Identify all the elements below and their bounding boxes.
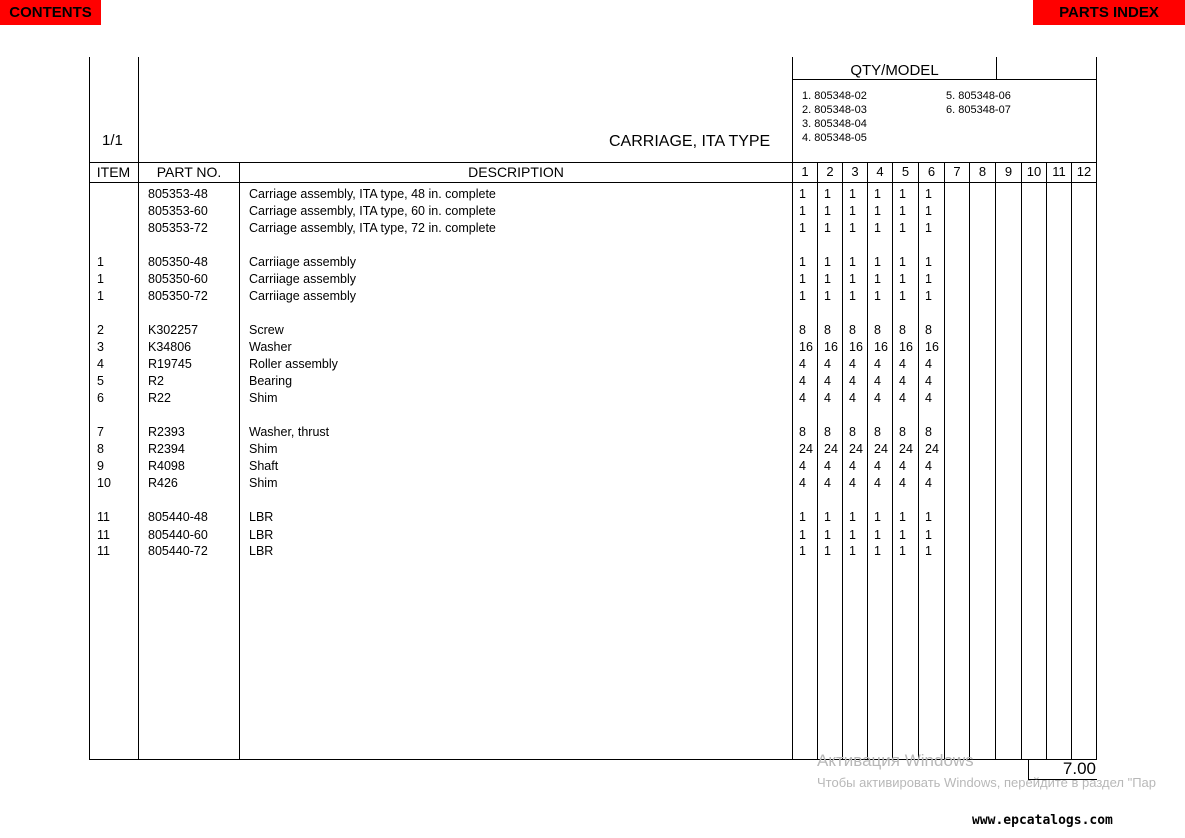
qty-value: 1 <box>874 289 881 303</box>
qty-value: 1 <box>925 544 932 558</box>
parts-index-button[interactable]: PARTS INDEX <box>1033 0 1185 25</box>
part-description: LBR <box>249 510 274 524</box>
model-entry: 5. 805348-06 <box>946 90 1011 102</box>
qty-value: 1 <box>874 204 881 218</box>
qty-value: 1 <box>799 204 806 218</box>
table-row <box>0 322 1185 339</box>
item-number: 7 <box>97 425 104 439</box>
model-entry: 2. 805348-03 <box>802 104 867 116</box>
qty-value: 16 <box>899 340 913 354</box>
qty-value: 4 <box>925 374 932 388</box>
part-description: Screw <box>249 323 284 337</box>
qty-value: 1 <box>824 204 831 218</box>
col-qty-header: 5 <box>901 164 910 179</box>
qty-value: 4 <box>824 459 831 473</box>
qty-value: 4 <box>824 374 831 388</box>
page-title: CARRIAGE, ITA TYPE <box>609 133 771 150</box>
model-list-left <box>802 89 867 145</box>
qty-value: 4 <box>799 357 806 371</box>
part-description: LBR <box>249 544 274 558</box>
qty-value: 1 <box>799 221 806 235</box>
qty-value: 1 <box>799 187 806 201</box>
site-watermark: www.epcatalogs.com <box>972 813 1113 828</box>
qty-value: 1 <box>799 528 806 542</box>
model-entry: 6. 805348-07 <box>946 104 1011 116</box>
qty-value: 8 <box>799 425 806 439</box>
part-description: Carriiage assembly <box>249 255 356 269</box>
col-qty-header: 10 <box>1026 164 1042 179</box>
qty-value: 8 <box>925 425 932 439</box>
qty-value: 8 <box>824 323 831 337</box>
part-description: Shim <box>249 391 278 405</box>
item-number: 5 <box>97 374 104 388</box>
qty-value: 1 <box>849 272 856 286</box>
qty-value: 4 <box>874 357 881 371</box>
col-qty-header: 7 <box>953 164 961 179</box>
qty-value: 4 <box>849 357 856 371</box>
contents-button[interactable]: CONTENTS <box>0 0 101 25</box>
qty-value: 4 <box>899 476 906 490</box>
part-number: 805440-60 <box>148 528 208 542</box>
item-number: 2 <box>97 323 104 337</box>
part-description: Carriage assembly, ITA type, 48 in. complete <box>249 187 496 201</box>
qty-value: 1 <box>824 510 831 524</box>
qty-value: 1 <box>899 255 906 269</box>
part-number: 805440-72 <box>148 544 208 558</box>
part-number: R19745 <box>148 357 192 371</box>
qty-value: 4 <box>925 391 932 405</box>
qty-value: 16 <box>824 340 838 354</box>
qty-value: 1 <box>874 272 881 286</box>
qty-value: 1 <box>925 289 932 303</box>
qty-value: 4 <box>849 391 856 405</box>
qty-value: 24 <box>874 442 888 456</box>
table-row <box>0 356 1185 373</box>
qty-value: 24 <box>849 442 863 456</box>
part-description: Carriiage assembly <box>249 289 356 303</box>
table-row <box>0 288 1185 305</box>
qty-value: 1 <box>925 204 932 218</box>
qty-value: 1 <box>849 187 856 201</box>
qty-value: 24 <box>799 442 813 456</box>
col-qty-header: 11 <box>1052 164 1066 179</box>
qty-value: 24 <box>824 442 838 456</box>
item-number: 4 <box>97 357 104 371</box>
part-number: R2393 <box>148 425 185 439</box>
qty-value: 1 <box>799 255 806 269</box>
qty-value: 1 <box>925 528 932 542</box>
qty-value: 8 <box>824 425 831 439</box>
item-number: 11 <box>97 544 110 558</box>
qty-value: 16 <box>799 340 813 354</box>
qty-value: 4 <box>925 357 932 371</box>
part-number: R426 <box>148 476 178 490</box>
table-row <box>0 254 1185 271</box>
qty-value: 1 <box>849 544 856 558</box>
qty-value: 1 <box>849 204 856 218</box>
part-number: R4098 <box>148 459 185 473</box>
qty-value: 4 <box>824 391 831 405</box>
part-description: Roller assembly <box>249 357 338 371</box>
model-list-right <box>946 89 1011 117</box>
qty-value: 1 <box>799 510 806 524</box>
qty-value: 1 <box>849 528 856 542</box>
part-description: Shim <box>249 476 278 490</box>
qty-value: 1 <box>799 544 806 558</box>
qty-value: 4 <box>874 459 881 473</box>
part-number: 805350-48 <box>148 255 208 269</box>
qty-value: 8 <box>849 323 856 337</box>
qty-value: 1 <box>874 528 881 542</box>
table-row <box>0 373 1185 390</box>
col-qty-header: 8 <box>978 164 987 179</box>
qty-value: 4 <box>925 459 932 473</box>
part-number: 805350-72 <box>148 289 208 303</box>
table-row <box>0 203 1185 220</box>
qty-value: 1 <box>824 187 831 201</box>
part-description: Washer <box>249 340 292 354</box>
qty-value: 1 <box>925 187 932 201</box>
qty-value: 4 <box>849 374 856 388</box>
qty-value: 1 <box>849 510 856 524</box>
qty-value: 1 <box>925 221 932 235</box>
col-part-header: PART NO. <box>156 164 222 180</box>
qty-value: 4 <box>824 476 831 490</box>
qty-value: 1 <box>874 255 881 269</box>
col-qty-header: 6 <box>927 164 936 179</box>
part-description: Washer, thrust <box>249 425 330 439</box>
table-row <box>0 186 1185 203</box>
qty-value: 1 <box>925 272 932 286</box>
part-description: Bearing <box>249 374 293 388</box>
activation-watermark-title: Активация Windows <box>817 751 974 770</box>
qty-value: 1 <box>799 272 806 286</box>
qty-value: 4 <box>799 391 806 405</box>
model-entry: 4. 805348-05 <box>802 132 867 144</box>
qty-value: 4 <box>849 459 856 473</box>
qty-value: 1 <box>874 510 881 524</box>
qty-value: 4 <box>874 391 881 405</box>
qty-value: 4 <box>899 357 906 371</box>
table-row <box>0 339 1185 356</box>
part-number: 805353-72 <box>148 221 208 235</box>
table-row <box>0 475 1185 492</box>
col-qty-header: 12 <box>1076 164 1092 179</box>
qty-value: 1 <box>849 289 856 303</box>
qty-value: 1 <box>799 289 806 303</box>
item-number: 6 <box>97 391 104 405</box>
part-number: K34806 <box>148 340 192 354</box>
qty-value: 1 <box>925 510 932 524</box>
qty-value: 1 <box>849 255 856 269</box>
part-description: LBR <box>249 528 274 542</box>
table-row <box>0 527 1185 544</box>
qty-value: 1 <box>849 221 856 235</box>
table-row <box>0 220 1185 237</box>
col-item-header: ITEM <box>96 164 131 180</box>
col-qty-header: 3 <box>851 164 859 179</box>
col-qty-header: 9 <box>1004 164 1013 179</box>
qty-value: 8 <box>874 323 881 337</box>
qty-value: 1 <box>899 544 906 558</box>
qty-value: 1 <box>899 510 906 524</box>
page-indicator: 1/1 <box>102 132 123 149</box>
part-description: Shim <box>249 442 278 456</box>
qty-value: 16 <box>874 340 888 354</box>
table-row <box>0 271 1185 288</box>
qty-value: 4 <box>874 374 881 388</box>
item-number: 8 <box>97 442 104 456</box>
part-number: K302257 <box>148 323 199 337</box>
table-row <box>0 458 1185 475</box>
page-number: 7.00 <box>1062 759 1096 778</box>
part-number: R2 <box>148 374 164 388</box>
qty-value: 4 <box>849 476 856 490</box>
col-qty-header: 4 <box>876 164 884 179</box>
qty-value: 4 <box>799 459 806 473</box>
qty-value: 4 <box>899 374 906 388</box>
qty-value: 1 <box>899 289 906 303</box>
part-number: 805353-48 <box>148 187 208 201</box>
qty-value: 1 <box>824 289 831 303</box>
item-number: 3 <box>97 340 104 354</box>
part-number: R22 <box>148 391 171 405</box>
activation-watermark-text: Чтобы активировать Windows, перейдите в раздел "Пар <box>817 775 1157 790</box>
qty-value: 4 <box>899 459 906 473</box>
qty-value: 1 <box>899 272 906 286</box>
qty-value: 1 <box>824 528 831 542</box>
item-number: 1 <box>97 289 104 303</box>
qty-value: 16 <box>849 340 863 354</box>
qty-value: 1 <box>874 221 881 235</box>
qty-value: 8 <box>849 425 856 439</box>
qty-value: 4 <box>925 476 932 490</box>
qty-value: 4 <box>799 374 806 388</box>
item-number: 10 <box>97 476 111 490</box>
qty-model-label: QTY/MODEL <box>850 62 939 79</box>
qty-value: 1 <box>899 528 906 542</box>
qty-value: 24 <box>925 442 939 456</box>
qty-value: 4 <box>824 357 831 371</box>
table-row <box>0 509 1185 526</box>
part-description: Carriiage assembly <box>249 272 356 286</box>
qty-value: 8 <box>799 323 806 337</box>
part-number: 805440-48 <box>148 510 208 524</box>
table-row <box>0 543 1185 560</box>
model-entry: 3. 805348-04 <box>802 118 867 130</box>
qty-value: 1 <box>824 255 831 269</box>
qty-value: 1 <box>824 544 831 558</box>
part-number: 805350-60 <box>148 272 208 286</box>
part-description: Carriage assembly, ITA type, 72 in. complete <box>249 221 496 235</box>
qty-value: 8 <box>925 323 932 337</box>
table-row <box>0 424 1185 441</box>
part-number: 805353-60 <box>148 204 208 218</box>
qty-value: 8 <box>874 425 881 439</box>
qty-value: 1 <box>824 272 831 286</box>
qty-value: 4 <box>899 391 906 405</box>
qty-value: 1 <box>899 221 906 235</box>
qty-value: 1 <box>899 187 906 201</box>
qty-value: 1 <box>925 255 932 269</box>
model-entry: 1. 805348-02 <box>802 90 867 102</box>
part-description: Carriage assembly, ITA type, 60 in. complete <box>249 204 496 218</box>
item-number: 11 <box>97 510 110 524</box>
col-qty-header: 1 <box>801 164 809 179</box>
table-row <box>0 441 1185 458</box>
qty-value: 16 <box>925 340 939 354</box>
col-qty-header: 2 <box>826 164 834 179</box>
item-number: 9 <box>97 459 104 473</box>
item-number: 1 <box>97 255 104 269</box>
qty-value: 4 <box>874 476 881 490</box>
qty-value: 1 <box>874 187 881 201</box>
qty-value: 4 <box>799 476 806 490</box>
qty-value: 24 <box>899 442 913 456</box>
qty-value: 1 <box>874 544 881 558</box>
part-description: Shaft <box>249 459 279 473</box>
part-number: R2394 <box>148 442 185 456</box>
qty-value: 8 <box>899 323 906 337</box>
qty-value: 8 <box>899 425 906 439</box>
item-number: 11 <box>97 528 110 542</box>
item-number: 1 <box>97 272 104 286</box>
table-row <box>0 390 1185 407</box>
qty-value: 1 <box>824 221 831 235</box>
qty-value: 1 <box>899 204 906 218</box>
col-desc-header: DESCRIPTION <box>468 164 564 180</box>
